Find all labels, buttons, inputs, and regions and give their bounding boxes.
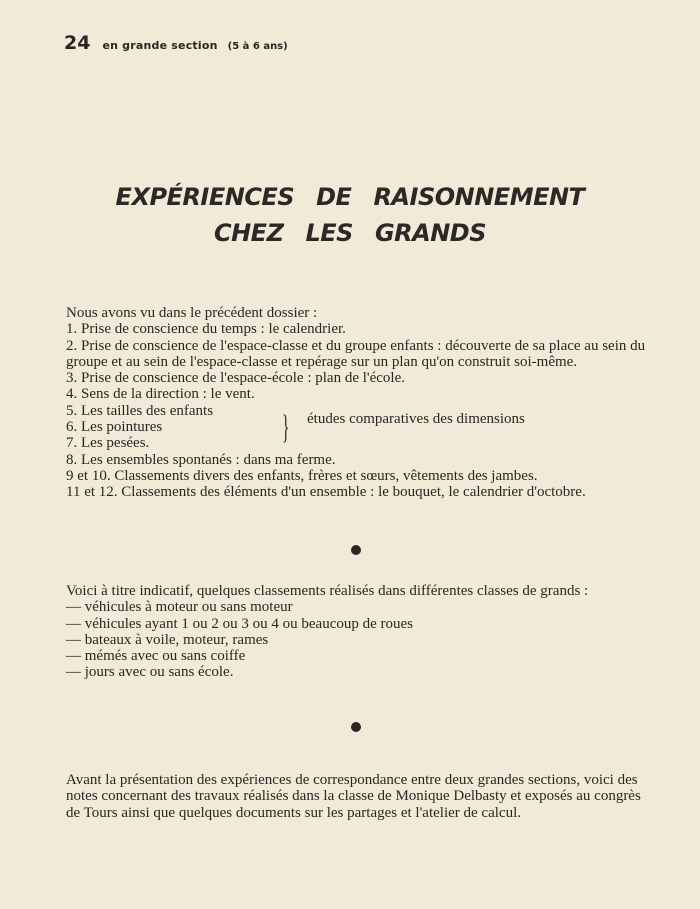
title-word: EXPÉRIENCES	[115, 183, 295, 211]
list-item: 1. Prise de conscience du temps : le calendrier.	[66, 321, 346, 338]
list-item: — bateaux à voile, moteur, rames	[66, 631, 269, 648]
list-item: 7. Les pesées.	[66, 435, 150, 452]
classements-section	[66, 583, 656, 681]
list-item: 2. Prise de conscience de l'espace-classe et du groupe enfants : découverte de sa place au sein du groupe et au sein de l'espace-classe et repérage sur un plan qu'on construit soi-même.	[66, 337, 646, 370]
list-item: — mémés avec ou sans coiffe	[66, 648, 246, 665]
intro-lead: Nous avons vu dans le précédent dossier :	[66, 305, 318, 321]
list-item: — véhicules à moteur ou sans moteur	[66, 599, 293, 616]
running-header	[64, 32, 288, 54]
title-line-1	[0, 183, 700, 211]
list-item: 11 et 12. Classements des éléments d'un ensemble : le bouquet, le calendrier d'octobre.	[66, 484, 586, 501]
list-item: — jours avec ou sans école.	[66, 664, 234, 681]
grouped-note: études comparatives des dimensions	[307, 410, 525, 427]
list-item: 6. Les pointures	[66, 419, 163, 436]
closing-section	[66, 772, 656, 821]
title-line-2	[0, 219, 700, 247]
title-word: CHEZ	[213, 219, 284, 247]
section-name: en grande section	[102, 39, 218, 52]
dimensions-group	[66, 403, 656, 452]
list-item: — véhicules ayant 1 ou 2 ou 3 ou 4 ou beaucoup de roues	[66, 615, 413, 632]
classements-lead: Voici à titre indicatif, quelques classements réalisés dans différentes classes de grands :	[66, 583, 589, 599]
separator-dot-icon	[351, 722, 361, 732]
brace-icon: }	[282, 408, 290, 446]
list-item: 3. Prise de conscience de l'espace-école : plan de l'école.	[66, 370, 405, 387]
title-word: RAISONNEMENT	[373, 183, 585, 211]
closing-paragraph: Avant la présentation des expériences de correspondance entre deux grandes sections, voici des notes concernant des travaux réalisés dans la classe de Monique Delbasty et exposés au congrès de Tours ainsi que quelques documents sur les partages et l'atelier de calcul.	[66, 772, 641, 821]
title-word: GRANDS	[374, 219, 487, 247]
title-word: LES	[305, 219, 353, 247]
classements-list	[66, 599, 656, 680]
list-item: 9 et 10. Classements divers des enfants, frères et sœurs, vêtements des jambes.	[66, 467, 538, 484]
list-item: 4. Sens de la direction : le vent.	[66, 386, 255, 403]
section-ages: (5 à 6 ans)	[227, 41, 288, 52]
title-word: DE	[316, 183, 352, 211]
intro-list-continued	[66, 452, 656, 501]
page-number: 24	[64, 32, 91, 54]
intro-section	[66, 305, 656, 501]
list-item: 8. Les ensembles spontanés : dans ma ferme.	[66, 451, 336, 468]
list-item: 5. Les tailles des enfants	[66, 402, 214, 419]
intro-list	[66, 321, 656, 402]
separator-dot-icon	[351, 545, 361, 555]
